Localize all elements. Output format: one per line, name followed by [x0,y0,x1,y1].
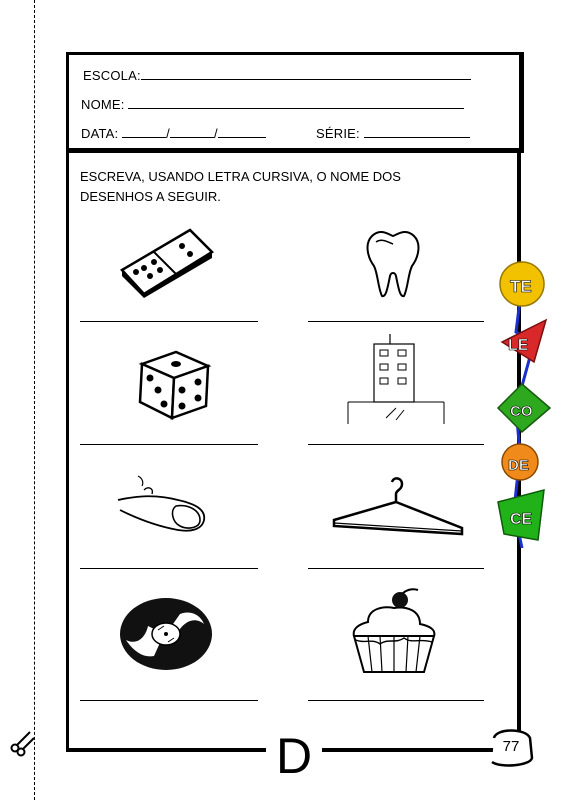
nome-field[interactable] [128,97,464,109]
hanger-icon [330,474,466,538]
answer-line[interactable] [308,700,484,701]
answer-line[interactable] [308,321,484,322]
syllable-tab-te[interactable] [500,262,544,306]
building-icon [346,334,446,426]
vinyl-record-icon [118,596,214,672]
finger-icon [116,474,210,536]
syllable-tab-ce[interactable] [498,490,544,540]
escola-field[interactable] [141,68,471,80]
syllable-tab-le[interactable] [502,320,546,362]
syllable-tab-de[interactable] [502,444,538,480]
date-separator: / [166,126,170,141]
tab-label: CO [510,403,533,420]
cupcake-icon [348,588,440,678]
answer-line[interactable] [80,321,258,322]
nome-label: NOME: [81,97,125,112]
tooth-icon [362,228,424,300]
answer-line[interactable] [308,568,484,569]
serie-label: SÉRIE: [316,126,360,141]
domino-icon [116,226,216,298]
data-row [81,126,266,141]
nome-row [81,97,464,112]
answer-line[interactable] [308,444,484,445]
instruction-text: ESCREVA, USANDO LETRA CURSIVA, O NOME DOS DESENHOS A SEGUIR. [80,169,401,204]
cut-line [34,0,35,800]
dice-icon [136,344,214,424]
day-field[interactable] [122,126,166,138]
answer-line[interactable] [80,568,258,569]
serie-row [316,126,470,141]
escola-label: ESCOLA: [83,68,141,83]
tab-label: TE [510,277,532,296]
date-separator: / [213,126,218,141]
serie-field[interactable] [364,126,470,138]
data-label: DATA: [81,126,119,141]
answer-line[interactable] [80,444,258,445]
tab-label: DE [508,457,529,474]
syllable-tab-co[interactable] [498,384,550,432]
escola-row [83,68,471,83]
month-field[interactable] [170,126,214,138]
year-field[interactable] [218,126,266,138]
syllable-tabs [494,258,556,548]
page-letter: D [266,724,322,788]
tab-label: CE [510,511,533,528]
tab-label: LE [508,337,529,354]
answer-line[interactable] [80,700,258,701]
scissors-icon [8,728,38,758]
page-number: 77 [502,738,520,755]
